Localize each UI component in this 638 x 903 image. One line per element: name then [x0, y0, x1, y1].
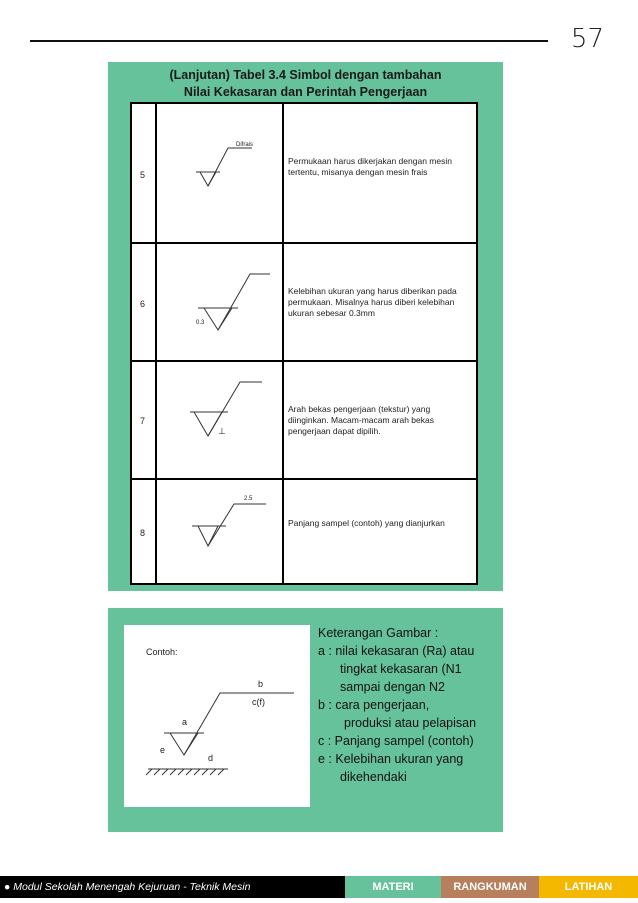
symbol-table	[130, 102, 478, 585]
row-divider	[132, 242, 476, 244]
row-number: 5	[140, 170, 146, 180]
page-number: 57	[570, 24, 604, 54]
row-divider	[132, 360, 476, 362]
example-title: Contoh:	[146, 647, 178, 657]
note-e-cont: dikehendaki	[340, 770, 407, 784]
figure-notes	[318, 624, 508, 786]
tab-rangkuman[interactable]: RANGKUMAN	[441, 876, 539, 898]
machining-symbol	[162, 254, 282, 354]
note-b: b : cara pengerjaan,	[318, 698, 430, 712]
tab-latihan[interactable]: LATIHAN	[539, 876, 638, 898]
label-b: b	[258, 679, 264, 689]
label-a: a	[182, 717, 188, 727]
row-number: 6	[140, 299, 146, 309]
symbol-label: 2.5	[244, 496, 253, 502]
row-description: Permukaan harus dikerjakan dengan mesin tertentu, misanya dengan mesin frais	[288, 156, 452, 177]
symbol-label: ⊥	[218, 426, 226, 436]
label-c: c(f)	[252, 697, 265, 707]
row-number: 7	[140, 416, 146, 426]
row-number: 8	[140, 528, 146, 538]
row-divider	[132, 478, 476, 480]
module-title: ● Modul Sekolah Menengah Kejuruan - Teknik Mesin	[0, 876, 345, 898]
caption-line-2: Nilai Kekasaran dan Perintah Pengerjaan	[183, 85, 428, 99]
caption-line-1: (Lanjutan) Tabel 3.4 Simbol dengan tambahan	[169, 68, 442, 82]
tab-materi[interactable]: MATERI	[345, 876, 441, 898]
note-a: a : nilai kekasaran (Ra) atau	[318, 644, 475, 658]
note-c: c : Panjang sampel (contoh)	[318, 734, 474, 748]
symbol-label: 0.3	[196, 320, 205, 326]
example-symbol-diagram	[124, 625, 310, 807]
symbol-label: Difrais	[236, 142, 254, 148]
notes-heading: Keterangan Gambar :	[318, 626, 439, 640]
label-e: e	[160, 745, 166, 755]
machining-symbol	[162, 372, 282, 472]
note-a-cont: sampai dengan N2	[340, 680, 445, 694]
note-b-cont: produksi atau pelapisan	[344, 716, 477, 730]
note-e: e : Kelebihan ukuran yang	[318, 752, 464, 766]
footer-bar	[0, 876, 638, 898]
header-rule	[30, 40, 548, 42]
row-description: Arah bekas pengerjaan (tekstur) yang diinginkan. Macam-macam arah bekas pengerjaan dapat dipilih.	[288, 404, 434, 436]
note-a-cont: tingkat kekasaran (N1	[340, 662, 462, 676]
column-divider	[282, 104, 284, 583]
column-divider	[155, 104, 157, 583]
row-description: Panjang sampel (contoh) yang dianjurkan	[288, 518, 445, 528]
table-caption	[108, 67, 503, 101]
machining-symbol	[162, 486, 282, 586]
label-d: d	[208, 753, 214, 763]
example-figure	[124, 625, 310, 807]
row-description: Kelebihan ukuran yang harus diberikan pada permukaan. Misalnya harus diberi kelebihan ukuran sebesar 0.3mm	[288, 286, 457, 318]
machining-symbol	[162, 134, 282, 234]
